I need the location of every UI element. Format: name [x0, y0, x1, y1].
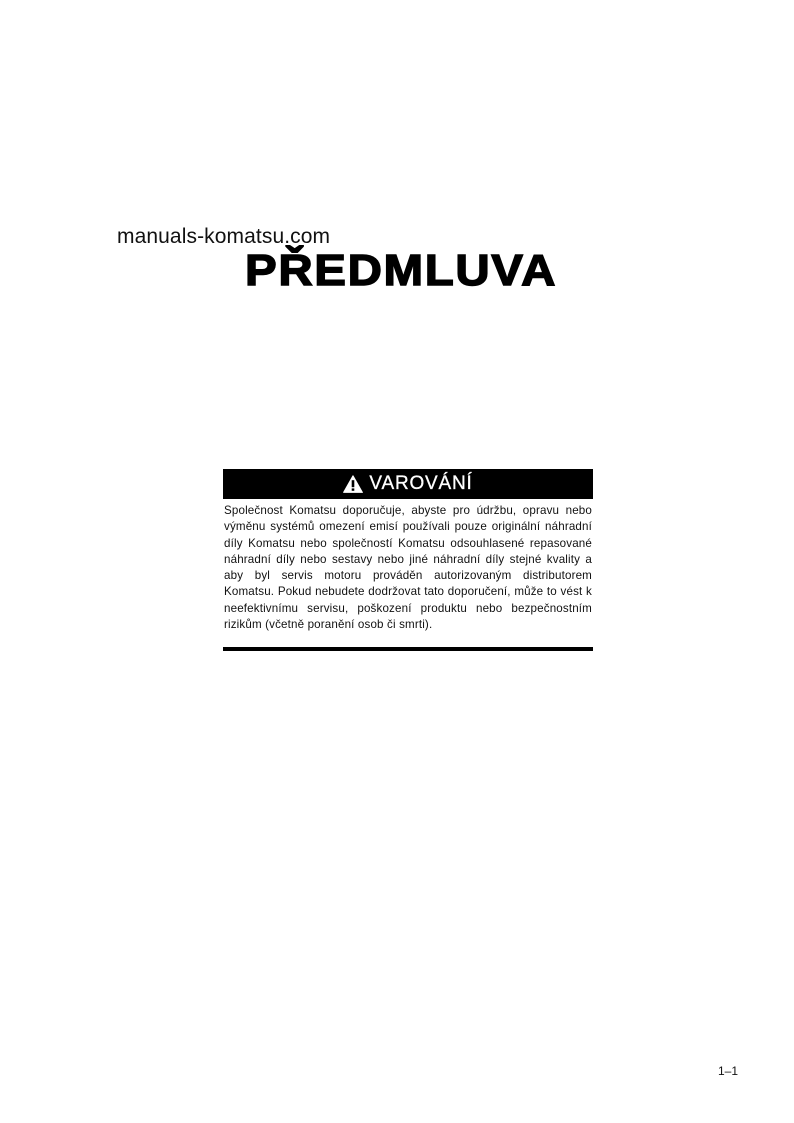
warning-bottom-rule	[223, 647, 593, 651]
warning-label: VAROVÁNÍ	[369, 473, 473, 494]
warning-text: Společnost Komatsu doporučuje, abyste pro údržbu, opravu nebo výměnu systémů omezení emisí používali pouze originální náhradní díly Komatsu nebo společností Komatsu odsouhlasené repasované náhradní díly nebo sestavy nebo jiné náhradní díly stejné kvality a aby byl servis motoru prováděn autorizovaným distributorem Komatsu. Pokud nebudete dodržovat tato doporučení, může to vést k neefektivnímu servisu, poškození produktu nebo bezpečnostním rizikům (včetně poranění osob či smrti).	[224, 504, 592, 632]
warning-header	[223, 469, 593, 499]
warning-box	[223, 469, 593, 651]
page-number: 1–1	[718, 1064, 739, 1078]
warning-triangle-icon	[343, 475, 363, 493]
watermark-text: manuals-komatsu.com	[117, 225, 331, 248]
page-title: PŘEDMLUVA	[245, 246, 558, 295]
